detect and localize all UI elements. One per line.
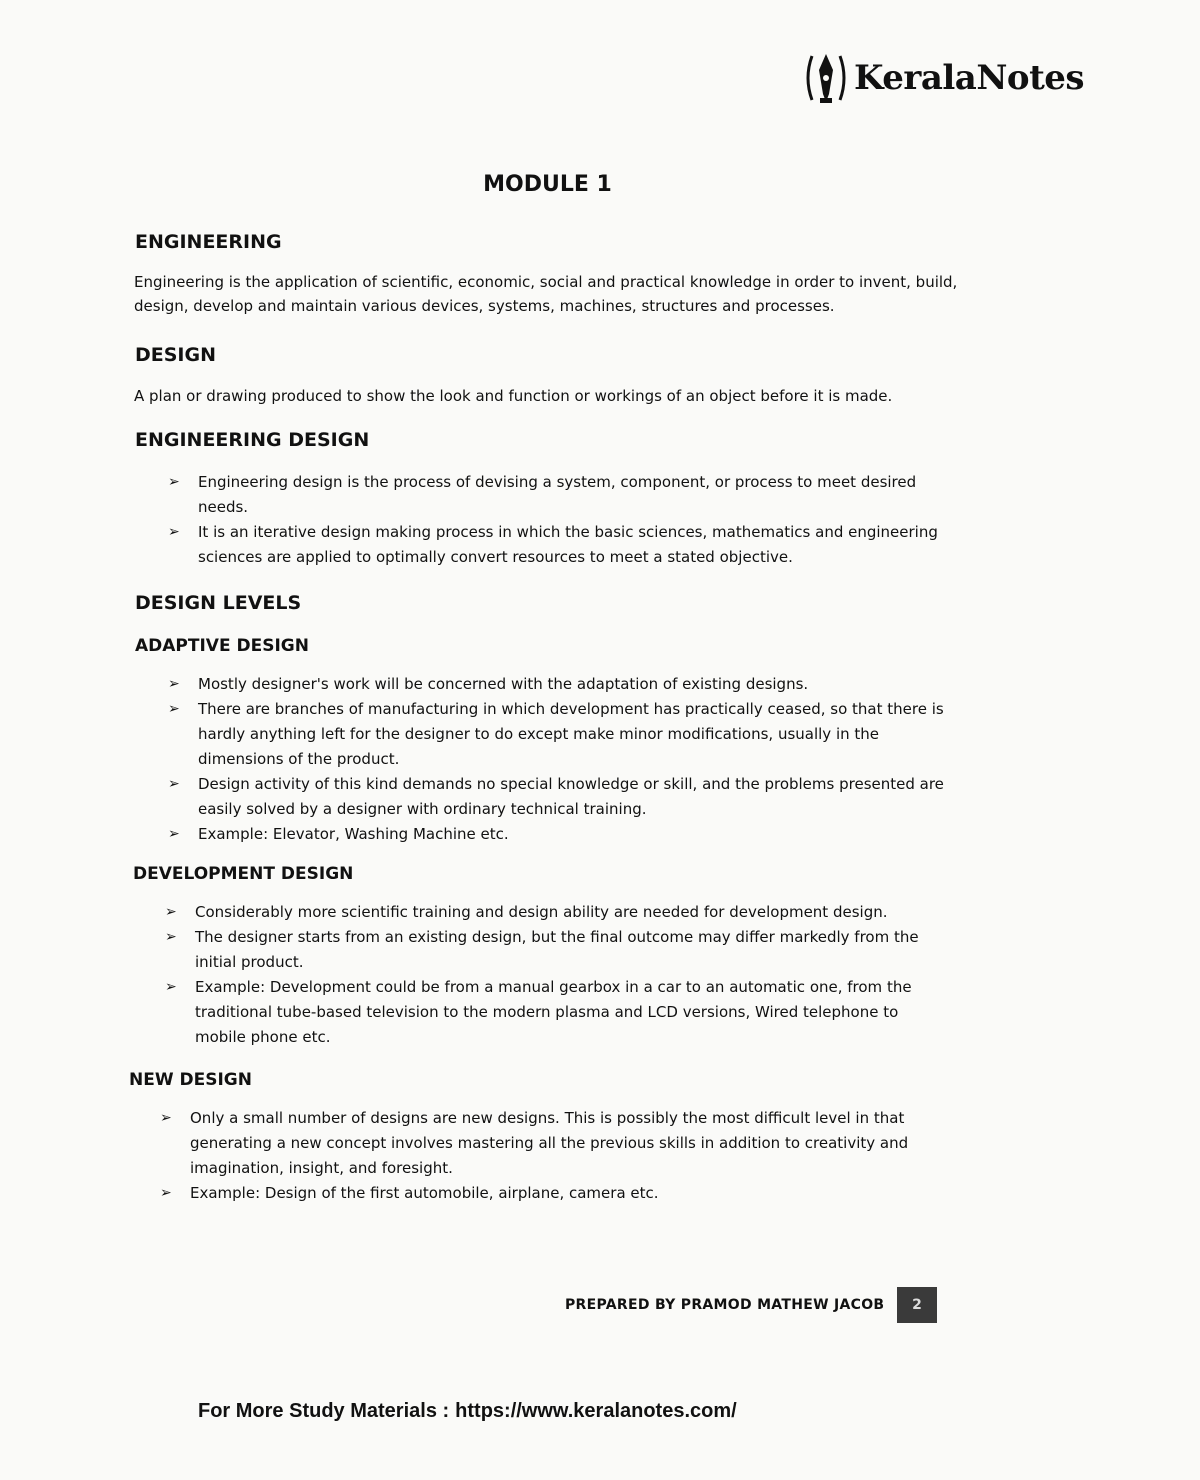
keralanotes-logo [802, 48, 1084, 108]
development-design-list [165, 900, 949, 1050]
design-definition: A plan or drawing produced to show the look and function or workings of an object before it is made. [134, 387, 893, 405]
list-item-text: Example: Development could be from a manual gearbox in a car to an automatic one, from the traditional tube-based television to the modern plasma and LCD versions, Wired telephone to mobile phone etc. [195, 978, 912, 1046]
adaptive-design-list [168, 672, 952, 847]
new-design-list [160, 1106, 948, 1206]
list-item-text: Considerably more scientific training and design ability are needed for development design. [195, 903, 888, 921]
list-item [168, 672, 952, 697]
list-item [165, 975, 949, 1050]
arrow-bullet-icon: ➢ [168, 474, 180, 490]
footer-line [198, 1400, 737, 1423]
list-item-text: Only a small number of designs are new designs. This is possibly the most difficult level in that generating a new concept involves mastering all the previous skills in addition to creativity and imagination, insight, and foresight. [190, 1109, 909, 1177]
heading-engineering-design: ENGINEERING DESIGN [135, 429, 370, 451]
arrow-bullet-icon: ➢ [168, 524, 180, 540]
list-item-text: Example: Elevator, Washing Machine etc. [198, 825, 509, 843]
heading-new-design: NEW DESIGN [129, 1070, 252, 1090]
list-item-text: There are branches of manufacturing in which development has practically ceased, so that there is hardly anything left for the designer to do except make minor modifications, usually in the dimensions of the product. [198, 700, 944, 768]
list-item [168, 822, 952, 847]
list-item [165, 925, 949, 975]
list-item [160, 1181, 948, 1206]
heading-development-design: DEVELOPMENT DESIGN [133, 864, 354, 884]
heading-adaptive-design: ADAPTIVE DESIGN [135, 636, 309, 656]
logo-text: KeralaNotes [854, 58, 1085, 98]
arrow-bullet-icon: ➢ [168, 776, 180, 792]
arrow-bullet-icon: ➢ [160, 1185, 172, 1201]
engineering-definition: Engineering is the application of scientific, economic, social and practical knowledge in order to invent, build, design, develop and maintain various devices, systems, machines, structures and processes. [134, 273, 958, 315]
list-item-text: Mostly designer's work will be concerned with the adaptation of existing designs. [198, 675, 809, 693]
prepared-by: PREPARED BY PRAMOD MATHEW JACOB [565, 1297, 885, 1313]
list-item [168, 772, 952, 822]
arrow-bullet-icon: ➢ [165, 979, 177, 995]
arrow-bullet-icon: ➢ [160, 1110, 172, 1126]
arrow-bullet-icon: ➢ [165, 904, 177, 920]
list-item [168, 697, 952, 772]
arrow-bullet-icon: ➢ [168, 701, 180, 717]
list-item [165, 900, 949, 925]
arrow-bullet-icon: ➢ [165, 929, 177, 945]
list-item [168, 470, 958, 520]
arrow-bullet-icon: ➢ [168, 826, 180, 842]
heading-design: DESIGN [135, 344, 217, 366]
heading-design-levels: DESIGN LEVELS [135, 592, 302, 614]
list-item-text: Design activity of this kind demands no special knowledge or skill, and the problems presented are easily solved by a designer with ordinary technical training. [198, 775, 944, 818]
arrow-bullet-icon: ➢ [168, 676, 180, 692]
footer-label: For More Study Materials : [198, 1400, 450, 1422]
list-item [168, 520, 958, 570]
list-item [160, 1106, 948, 1181]
page-number-badge: 2 [897, 1287, 937, 1323]
heading-engineering: ENGINEERING [135, 231, 282, 253]
pen-nib-logo-icon [802, 48, 850, 108]
list-item-text: It is an iterative design making process in which the basic sciences, mathematics and engineering sciences are applied to optimally convert resources to meet a stated objective. [198, 523, 938, 566]
footer-link[interactable]: https://www.keralanotes.com/ [455, 1400, 737, 1422]
module-title: MODULE 1 [483, 172, 612, 197]
list-item-text: The designer starts from an existing design, but the final outcome may differ markedly from the initial product. [195, 928, 919, 971]
list-item-text: Engineering design is the process of devising a system, component, or process to meet desired needs. [198, 473, 917, 516]
engineering-design-list [168, 470, 958, 570]
list-item-text: Example: Design of the first automobile, airplane, camera etc. [190, 1184, 659, 1202]
